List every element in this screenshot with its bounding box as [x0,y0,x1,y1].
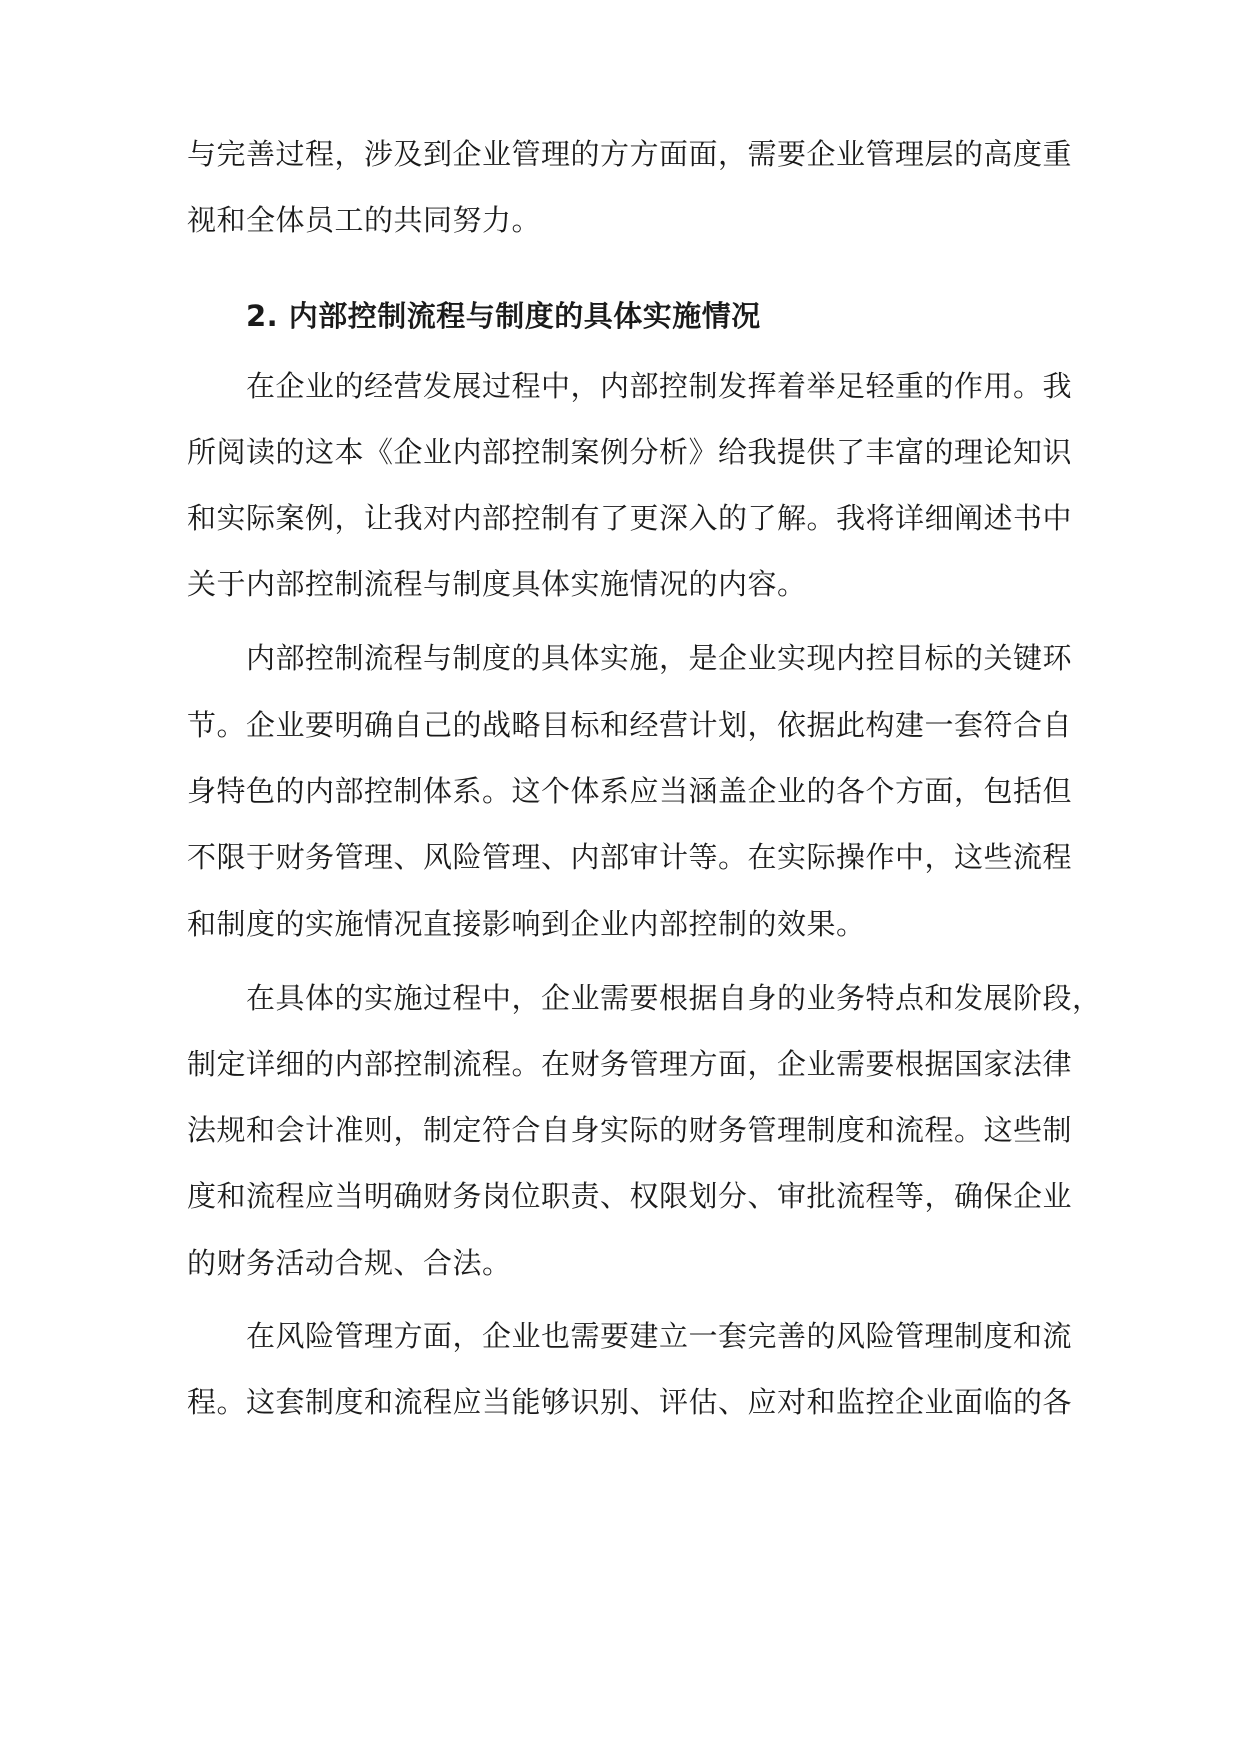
paragraph-line: 在企业的经营发展过程中，内部控制发挥着举足轻重的作用。我 [246,369,1073,403]
paragraph-line: 法规和会计准则，制定符合自身实际的财务管理制度和流程。这些制 [187,1113,1073,1147]
paragraph-line: 视和全体员工的共同努力。 [187,203,542,237]
paragraph-line: 节。企业要明确自己的战略目标和经营计划，依据此构建一套符合自 [187,708,1073,742]
paragraph-line: 与完善过程，涉及到企业管理的方方面面，需要企业管理层的高度重 [187,137,1073,171]
paragraph-line: 在具体的实施过程中，企业需要根据自身的业务特点和发展阶段， [246,981,1102,1015]
paragraph-line: 不限于财务管理、风险管理、内部审计等。在实际操作中，这些流程 [187,840,1073,874]
paragraph-line: 和制度的实施情况直接影响到企业内部控制的效果。 [187,907,866,941]
paragraph-line: 所阅读的这本《企业内部控制案例分析》给我提供了丰富的理论知识 [187,435,1073,469]
paragraph-line: 身特色的内部控制体系。这个体系应当涵盖企业的各个方面，包括但 [187,774,1073,808]
paragraph-line: 内部控制流程与制度的具体实施，是企业实现内控目标的关键环 [246,641,1073,675]
section-heading: 2. 内部控制流程与制度的具体实施情况 [246,299,761,333]
paragraph-line: 和实际案例，让我对内部控制有了更深入的了解。我将详细阐述书中 [187,501,1073,535]
paragraph-line: 制定详细的内部控制流程。在财务管理方面，企业需要根据国家法律 [187,1047,1073,1081]
paragraph-line: 程。这套制度和流程应当能够识别、评估、应对和监控企业面临的各 [187,1385,1073,1419]
paragraph-line: 度和流程应当明确财务岗位职责、权限划分、审批流程等，确保企业 [187,1179,1073,1213]
paragraph-line: 在风险管理方面，企业也需要建立一套完善的风险管理制度和流 [246,1319,1073,1353]
paragraph-line: 的财务活动合规、合法。 [187,1246,512,1280]
paragraph-line: 关于内部控制流程与制度具体实施情况的内容。 [187,567,807,601]
